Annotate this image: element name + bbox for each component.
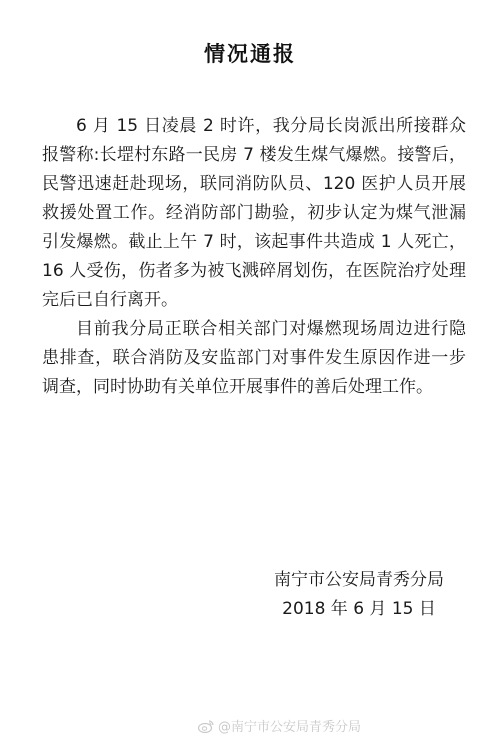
watermark-text: @南宁市公安局青秀分局 [218,720,362,735]
notice-paragraph: 6 月 15 日凌晨 2 时许，我分局长岗派出所接群众报警称:长堽村东路一民房 7 楼发生煤气爆燃。接警后，民警迅速赶赴现场，联同消防队员、120 医护人员开展救援处置工作。经消防部门勘验，初步认定为煤气泄漏引发爆燃。截止上午 7 时，该起事件共造成 1 人死亡，16 人受伤，伤者多为被飞溅碎屑划伤，在医院治疗处理完后已自行离开。 [42,116,466,310]
notice-signature [274,566,444,624]
notice-title: 情况通报 [204,42,296,66]
weibo-icon [198,719,214,733]
issue-date: 2018 年 6 月 15 日 [282,599,436,619]
notice-paragraph: 目前我分局正联合相关部门对爆燃现场周边进行隐患排查，联合消防及安监部门对事件发生原因作进一步调查，同时协助有关单位开展事件的善后处理工作。 [42,319,466,397]
watermark [198,716,361,735]
notice-body [42,112,466,402]
issuer-name: 南宁市公安局青秀分局 [274,570,444,590]
